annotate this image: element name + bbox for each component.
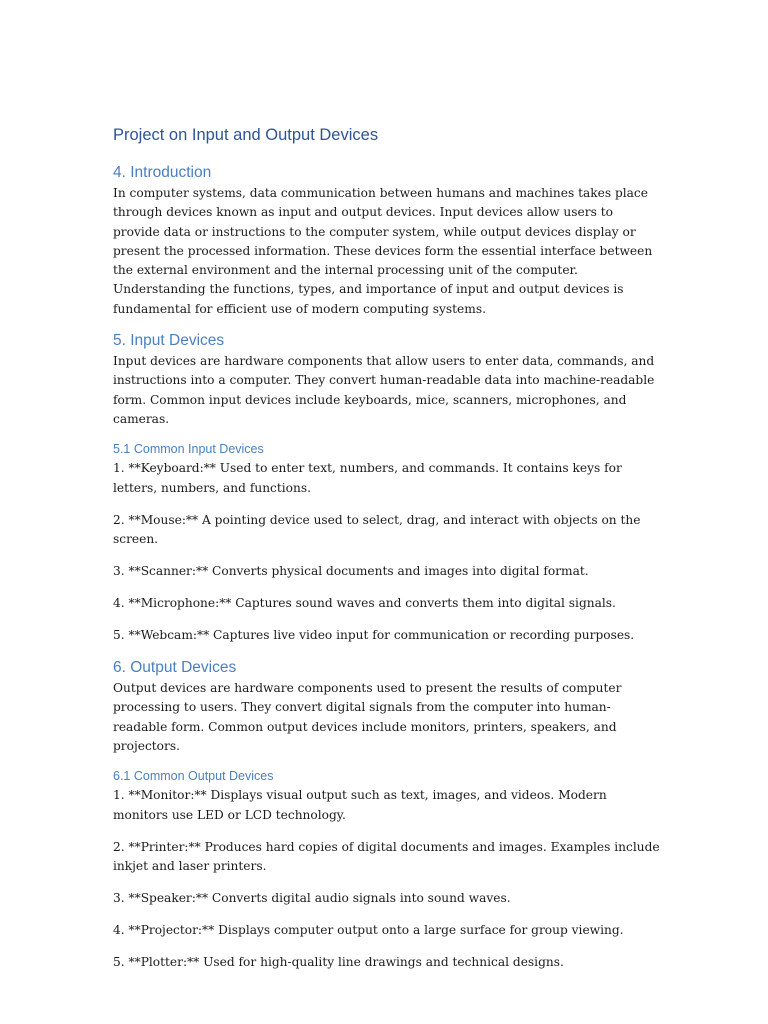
list-item: 4. **Projector:** Displays computer output onto a large surface for group viewing.: [113, 922, 624, 937]
output-devices-paragraph: Output devices are hardware components used to present the results of computer processing to users. They convert digital signals from the computer into human-readable form. Common output devices include monitors, printers, speakers, and projectors.: [113, 681, 622, 753]
document-title: Project on Input and Output Devices: [113, 126, 379, 144]
list-item: 1. **Keyboard:** Used to enter text, numbers, and commands. It contains keys for letters, numbers, and functions.: [113, 461, 622, 495]
intro-section: [113, 163, 661, 319]
output-devices-subheading: 6.1 Common Output Devices: [113, 769, 274, 784]
list-item: 2. **Mouse:** A pointing device used to select, drag, and interact with objects on the screen.: [113, 512, 641, 546]
list-item: 4. **Microphone:** Captures sound waves and converts them into digital signals.: [113, 595, 616, 610]
list-item: 5. **Webcam:** Captures live video input for communication or recording purposes.: [113, 627, 635, 642]
list-item: 5. **Plotter:** Used for high-quality line drawings and technical designs.: [113, 954, 564, 969]
output-devices-section: [113, 658, 661, 972]
input-devices-section: [113, 331, 661, 645]
input-devices-subheading: 5.1 Common Input Devices: [113, 442, 264, 457]
document-page: [113, 124, 661, 985]
list-item: 3. **Speaker:** Converts digital audio signals into sound waves.: [113, 890, 511, 905]
list-item: 3. **Scanner:** Converts physical documents and images into digital format.: [113, 563, 589, 578]
intro-paragraph: In computer systems, data communication between humans and machines takes place through devices known as input and output devices. Input devices allow users to provide data or instructions to the computer system, while output devices display or present the processed information. These devices form the essential interface between the external environment and the internal processing unit of the computer. Understanding the functions, types, and importance of input and output devices is fundamental for efficient use of modern computing systems.: [113, 186, 653, 316]
list-item: 2. **Printer:** Produces hard copies of digital documents and images. Examples include inkjet and laser printers.: [113, 839, 660, 873]
intro-heading: 4. Introduction: [113, 164, 212, 181]
input-devices-paragraph: Input devices are hardware components that allow users to enter data, commands, and instructions into a computer. They convert human-readable data into machine-readable form. Common input devices include keyboards, mice, scanners, microphones, and cameras.: [113, 354, 655, 426]
list-item: 1. **Monitor:** Displays visual output such as text, images, and videos. Modern monitors use LED or LCD technology.: [113, 788, 607, 822]
output-devices-heading: 6. Output Devices: [113, 659, 237, 677]
input-devices-heading: 5. Input Devices: [113, 332, 225, 350]
